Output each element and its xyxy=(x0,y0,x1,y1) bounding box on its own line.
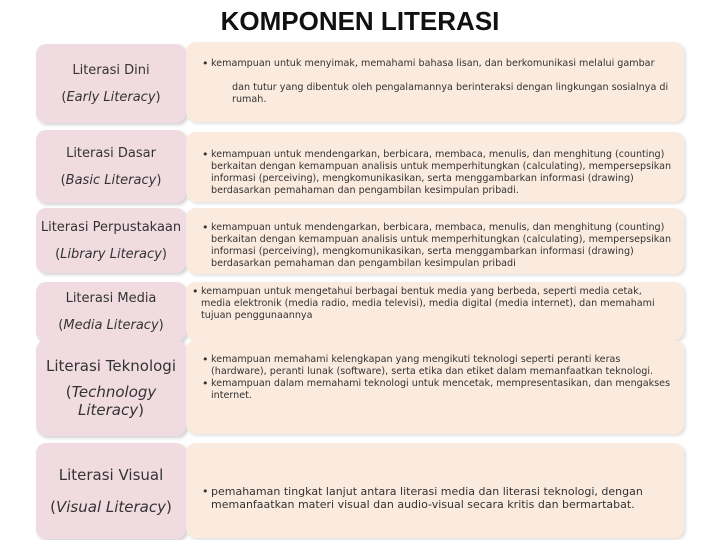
desc-bullet: • kemampuan untuk mengetahui berbagai bentuk media yang berbeda, seperti media cetak, media elektronik (media radio, media televisi), media digital (media internet), dan memahami tujuan penggunaannya xyxy=(192,285,655,321)
label-name: Literasi Visual xyxy=(58,466,164,484)
label-subtitle: (Basic Literacy) xyxy=(60,172,162,188)
page-title: KOMPONEN LITERASI xyxy=(220,6,500,36)
desc-bullet: • kemampuan untuk mendengarkan, berbicara, membaca, menulis, dan menghitung (counting) berkaitan dengan kemampuan analisis untuk memperhitungkan (calculating), mempersepsikan informasi (perceiving), mengkomunikasikan, serta menggambarkan informasi (drawing) berdasarkan pemahaman dan pengambilan kesimpulan pribadi xyxy=(202,221,672,269)
label-name: Literasi Media xyxy=(65,291,157,306)
desc-literasi-perpustakaan xyxy=(186,208,684,274)
label-subtitle: (Early Literacy) xyxy=(61,89,161,105)
label-name: Literasi Dini xyxy=(72,62,150,78)
desc-continuation: dan tutur yang dibentuk oleh pengalamannya berinteraksi dengan lingkungan sosialnya di rumah. xyxy=(232,82,669,105)
desc-literasi-media xyxy=(186,282,684,340)
label-name: Literasi Dasar xyxy=(66,145,156,161)
label-literasi-media xyxy=(36,282,186,342)
label-literasi-dasar xyxy=(36,130,186,203)
label-subtitle: (Technology Literacy) xyxy=(65,383,157,419)
label-name: Literasi Teknologi xyxy=(46,357,176,375)
desc-literasi-teknologi xyxy=(186,340,684,434)
label-literasi-dini xyxy=(36,44,186,123)
desc-bullet: • kemampuan dalam memahami teknologi untuk mencetak, mempresentasikan, dan mengakses internet. xyxy=(202,377,671,401)
desc-literasi-dini xyxy=(186,42,684,122)
label-subtitle: (Media Literacy) xyxy=(58,318,164,333)
label-literasi-teknologi xyxy=(36,340,186,436)
desc-literasi-visual xyxy=(186,443,684,538)
desc-bullet: • kemampuan untuk mendengarkan, berbicara, membaca, menulis, dan menghitung (counting) berkaitan dengan kemampuan analisis untuk memperhitungkan (calculating), mempersepsikan informasi (perceiving), mengkomunikasikan, serta menggambarkan informasi (drawing) berdasarkan pemahaman dan pengambilan kesimpulan pribadi. xyxy=(202,148,672,196)
label-subtitle: (Library Literacy) xyxy=(55,246,167,262)
label-subtitle: (Visual Literacy) xyxy=(50,498,172,516)
label-name: Literasi Perpustakaan xyxy=(40,219,182,235)
desc-literasi-dasar xyxy=(186,132,684,202)
label-literasi-perpustakaan xyxy=(36,208,186,273)
desc-bullet: • pemahaman tingkat lanjut antara literasi media dan literasi teknologi, dengan memanfaatkan materi visual dan audio-visual secara kritis dan bermartabat. xyxy=(202,485,643,511)
desc-bullet: • kemampuan memahami kelengkapan yang mengikuti teknologi seperti peranti keras (hardware), peranti lunak (software), serta etika dan etiket dalam memanfaatkan teknologi. xyxy=(202,353,654,377)
desc-bullet: • kemampuan untuk menyimak, memahami bahasa lisan, dan berkomunikasi melalui gambar xyxy=(202,57,655,70)
label-literasi-visual xyxy=(36,443,186,539)
